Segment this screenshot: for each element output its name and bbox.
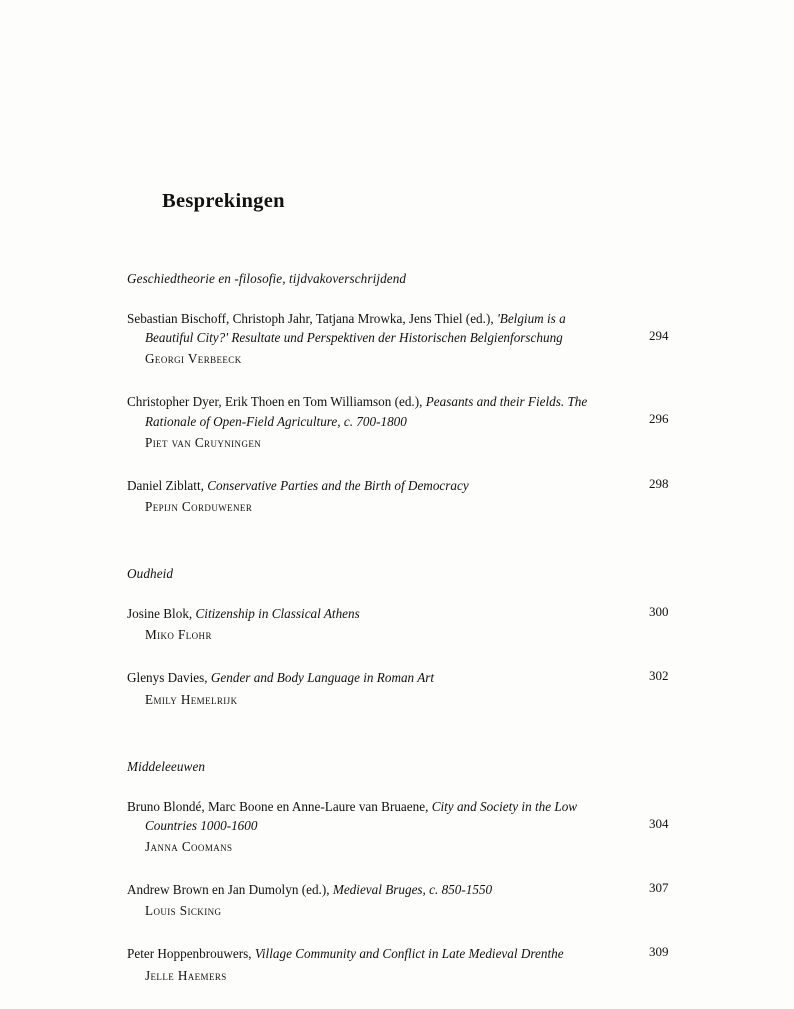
toc-entry[interactable] <box>127 309 667 368</box>
entry-title-line <box>127 604 597 623</box>
entry-title-line <box>127 476 597 495</box>
entry-work-title: Gender and Body Language in Roman Art <box>210 670 435 686</box>
entry-reviewer: Miko Flohr <box>145 627 212 643</box>
entry-page-number: 300 <box>649 604 669 620</box>
entry-reviewer: Jelle Haemers <box>145 967 227 983</box>
entry-editors: Peter Hoppenbrouwers, <box>127 946 255 962</box>
entry-editors: Daniel Ziblatt, <box>127 477 208 493</box>
entry-work-title: Citizenship in Classical Athens <box>195 606 360 622</box>
toc-entry[interactable] <box>127 880 667 920</box>
section-heading: Middeleeuwen <box>127 758 206 774</box>
entry-main <box>127 392 597 451</box>
entry-reviewer: Piet van Cruyningen <box>145 434 262 450</box>
entry-title-line <box>127 392 597 430</box>
entry-title-line <box>127 309 597 347</box>
entry-reviewer: Pepijn Corduwener <box>145 498 253 514</box>
entry-editors: Glenys Davies, <box>127 670 211 686</box>
toc-entry[interactable] <box>127 604 667 644</box>
entry-page-number: 296 <box>649 411 669 427</box>
toc-entry[interactable] <box>127 476 667 516</box>
entry-main <box>127 797 597 856</box>
section-heading: Oudheid <box>127 566 174 582</box>
section-heading: Geschiedtheorie en -filosofie, tijdvakoverschrijdend <box>127 271 407 286</box>
toc-section <box>127 566 667 709</box>
entry-work-title: Village Community and Conflict in Late Medieval Drenthe <box>254 946 564 962</box>
toc-section <box>127 759 667 985</box>
entry-work-title: Medieval Bruges, c. 850-1550 <box>332 882 493 898</box>
entry-page-number: 294 <box>649 328 669 343</box>
entry-reviewer: Georgi Verbeeck <box>145 351 242 367</box>
entry-work-title: 'Belgium is a Beautiful City?' Resultate und Perspektiven der Historischen Belgienforschung <box>145 311 566 346</box>
entry-work-title: City and Society in the Low Countries 1000-1600 <box>145 798 578 833</box>
entry-main <box>127 604 597 644</box>
toc-section <box>127 271 667 516</box>
table-of-contents <box>127 190 667 1009</box>
entry-editors: Sebastian Bischoff, Christoph Jahr, Tatjana Mrowka, Jens Thiel (ed.), <box>127 311 497 326</box>
entry-main <box>127 668 597 708</box>
entry-editors: Josine Blok, <box>127 606 196 622</box>
entry-title-line <box>127 880 597 899</box>
entry-editors: Andrew Brown en Jan Dumolyn (ed.), <box>127 882 333 898</box>
entry-editors: Bruno Blondé, Marc Boone en Anne-Laure van Bruaene, <box>127 798 432 814</box>
entry-work-title: Peasants and their Fields. The Rationale of Open-Field Agriculture, c. 700-1800 <box>145 394 588 429</box>
entry-editors: Christopher Dyer, Erik Thoen en Tom Williamson (ed.), <box>127 394 426 410</box>
entry-title-line <box>127 668 597 687</box>
entry-page-number: 298 <box>649 475 669 491</box>
entry-main <box>127 309 597 368</box>
entry-title-line <box>127 797 597 835</box>
entry-reviewer: Janna Coomans <box>145 838 233 854</box>
toc-entry[interactable] <box>127 797 667 856</box>
toc-entry[interactable] <box>127 944 667 984</box>
toc-entry[interactable] <box>127 668 667 708</box>
toc-entry[interactable] <box>127 392 667 451</box>
entry-work-title: Conservative Parties and the Birth of Democracy <box>207 477 469 493</box>
sections-container <box>127 271 667 985</box>
entry-title-line <box>127 944 597 963</box>
entry-main <box>127 944 597 984</box>
entry-page-number: 304 <box>649 815 669 831</box>
entry-page-number: 309 <box>649 944 669 960</box>
entry-page-number: 302 <box>649 668 669 684</box>
entry-reviewer: Emily Hemelrijk <box>145 691 238 707</box>
page-title: Besprekingen <box>162 190 285 212</box>
entry-page-number: 307 <box>649 880 669 896</box>
entry-main <box>127 880 597 920</box>
entry-reviewer: Louis Sicking <box>145 903 222 919</box>
entry-main <box>127 476 597 516</box>
